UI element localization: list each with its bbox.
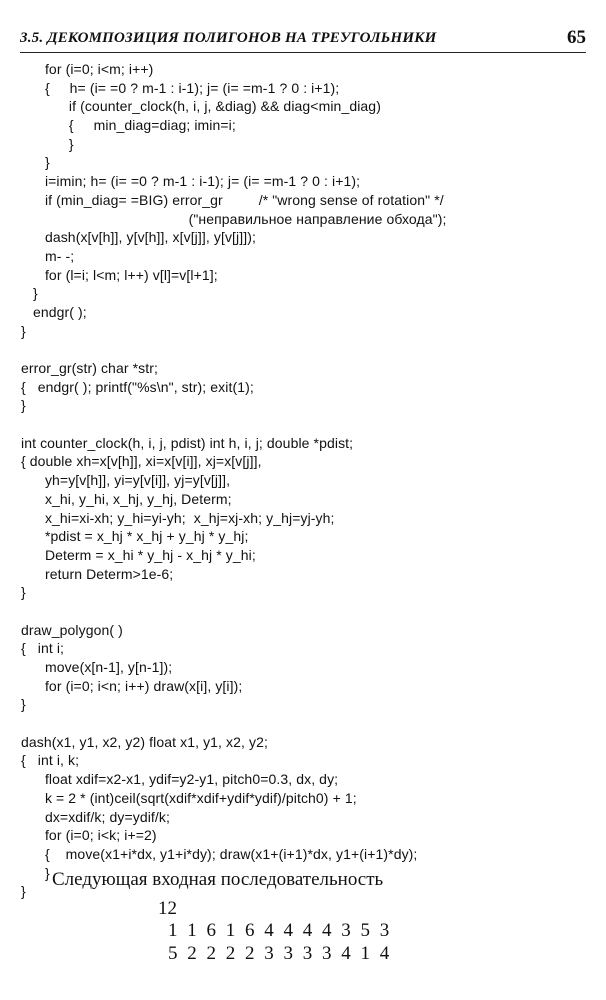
code-line: draw_polygon( ) — [21, 621, 123, 638]
section-title: 3.5. ДЕКОМПОЗИЦИЯ ПОЛИГОНОВ НА ТРЕУГОЛЬНИКИ — [20, 30, 437, 46]
code-line: x_hi=xi-xh; y_hi=yi-yh; x_hj=xj-xh; y_hj=yj-yh; — [21, 509, 335, 526]
code-line: { endgr( ); printf("%s\n", str); exit(1); — [21, 378, 254, 395]
code-line: ("неправильное направление обхода"); — [21, 210, 447, 227]
code-line: for (i=0; i<m; i++) — [21, 61, 154, 77]
body-text: Следующая входная последовательность — [52, 869, 384, 890]
code-line: } — [21, 154, 50, 171]
code-line: Determ = x_hi * y_hj - x_hj * y_hi; — [21, 546, 256, 563]
running-header — [20, 27, 586, 53]
sequence-count: 12 — [158, 898, 177, 919]
code-line: x_hi, y_hi, x_hj, y_hj, Determ; — [21, 490, 232, 507]
code-line — [21, 602, 591, 621]
code-line: } — [21, 883, 26, 900]
code-line: { int i; — [21, 640, 65, 657]
code-line: m- -; — [21, 247, 75, 264]
code-line: { double xh=x[v[h]], xi=x[v[i]], xj=x[v[j]], — [21, 453, 262, 470]
code-line: } — [21, 696, 26, 713]
code-line: } — [21, 864, 50, 881]
code-line: move(x[n-1], y[n-1]); — [21, 659, 173, 675]
code-line: { min_diag=diag; imin=i; — [21, 117, 236, 134]
code-line: if (counter_clock(h, i, j, &diag) && diag<min_diag) — [21, 98, 381, 115]
code-line: } — [21, 322, 26, 339]
code-line: return Determ>1e-6; — [21, 565, 174, 582]
code-line: } — [21, 584, 26, 601]
code-line — [21, 340, 591, 359]
code-line: for (i=0; i<k; i+=2) — [21, 827, 157, 844]
code-line: for (l=i; l<m; l++) v[l]=v[l+1]; — [21, 266, 218, 283]
code-line: if (min_diag= =BIG) error_gr /* "wrong sense of rotation" */ — [21, 191, 444, 208]
code-line: float xdif=x2-x1, ydif=y2-y1, pitch0=0.3, dx, dy; — [21, 771, 339, 788]
page-number: 65 — [567, 27, 586, 48]
sequence-row-2: 5 2 2 2 2 3 3 3 3 4 1 4 — [168, 943, 390, 964]
code-line: dash(x[v[h]], y[v[h]], x[v[j]], y[v[j]]); — [21, 229, 256, 246]
code-line — [21, 415, 591, 434]
code-line: { int i, k; — [21, 752, 80, 769]
code-line: for (i=0; i<n; i++) draw(x[i], y[i]); — [21, 677, 243, 694]
code-line: dx=xdif/k; dy=ydif/k; — [21, 808, 170, 825]
code-line: yh=y[v[h]], yi=y[v[i]], yj=y[v[j]], — [21, 472, 231, 489]
code-line: } — [21, 397, 26, 414]
code-line: } — [21, 135, 74, 152]
code-line: i=imin; h= (i= =0 ? m-1 : i-1); j= (i= =m-1 ? 0 : i+1); — [21, 173, 361, 190]
code-line: endgr( ); — [21, 303, 87, 320]
code-line: k = 2 * (int)ceil(sqrt(xdif*xdif+ydif*ydif)/pitch0) + 1; — [21, 789, 357, 806]
code-listing — [21, 60, 591, 901]
code-line: error_gr(str) char *str; — [21, 360, 158, 376]
code-line — [21, 714, 591, 733]
code-line: { move(x1+i*dx, y1+i*dy); draw(x1+(i+1)*dx, y1+(i+1)*dy); — [21, 845, 418, 862]
code-line: { h= (i= =0 ? m-1 : i-1); j= (i= =m-1 ? 0 : i+1); — [21, 79, 340, 96]
code-line: *pdist = x_hj * x_hj + y_hj * y_hj; — [21, 528, 249, 545]
sequence-row-1: 1 1 6 1 6 4 4 4 4 3 5 3 — [168, 920, 390, 941]
code-line: int counter_clock(h, i, j, pdist) int h, i, j; double *pdist; — [21, 434, 354, 451]
code-line: dash(x1, y1, x2, y2) float x1, y1, x2, y2; — [21, 733, 268, 750]
code-line: } — [21, 285, 38, 302]
